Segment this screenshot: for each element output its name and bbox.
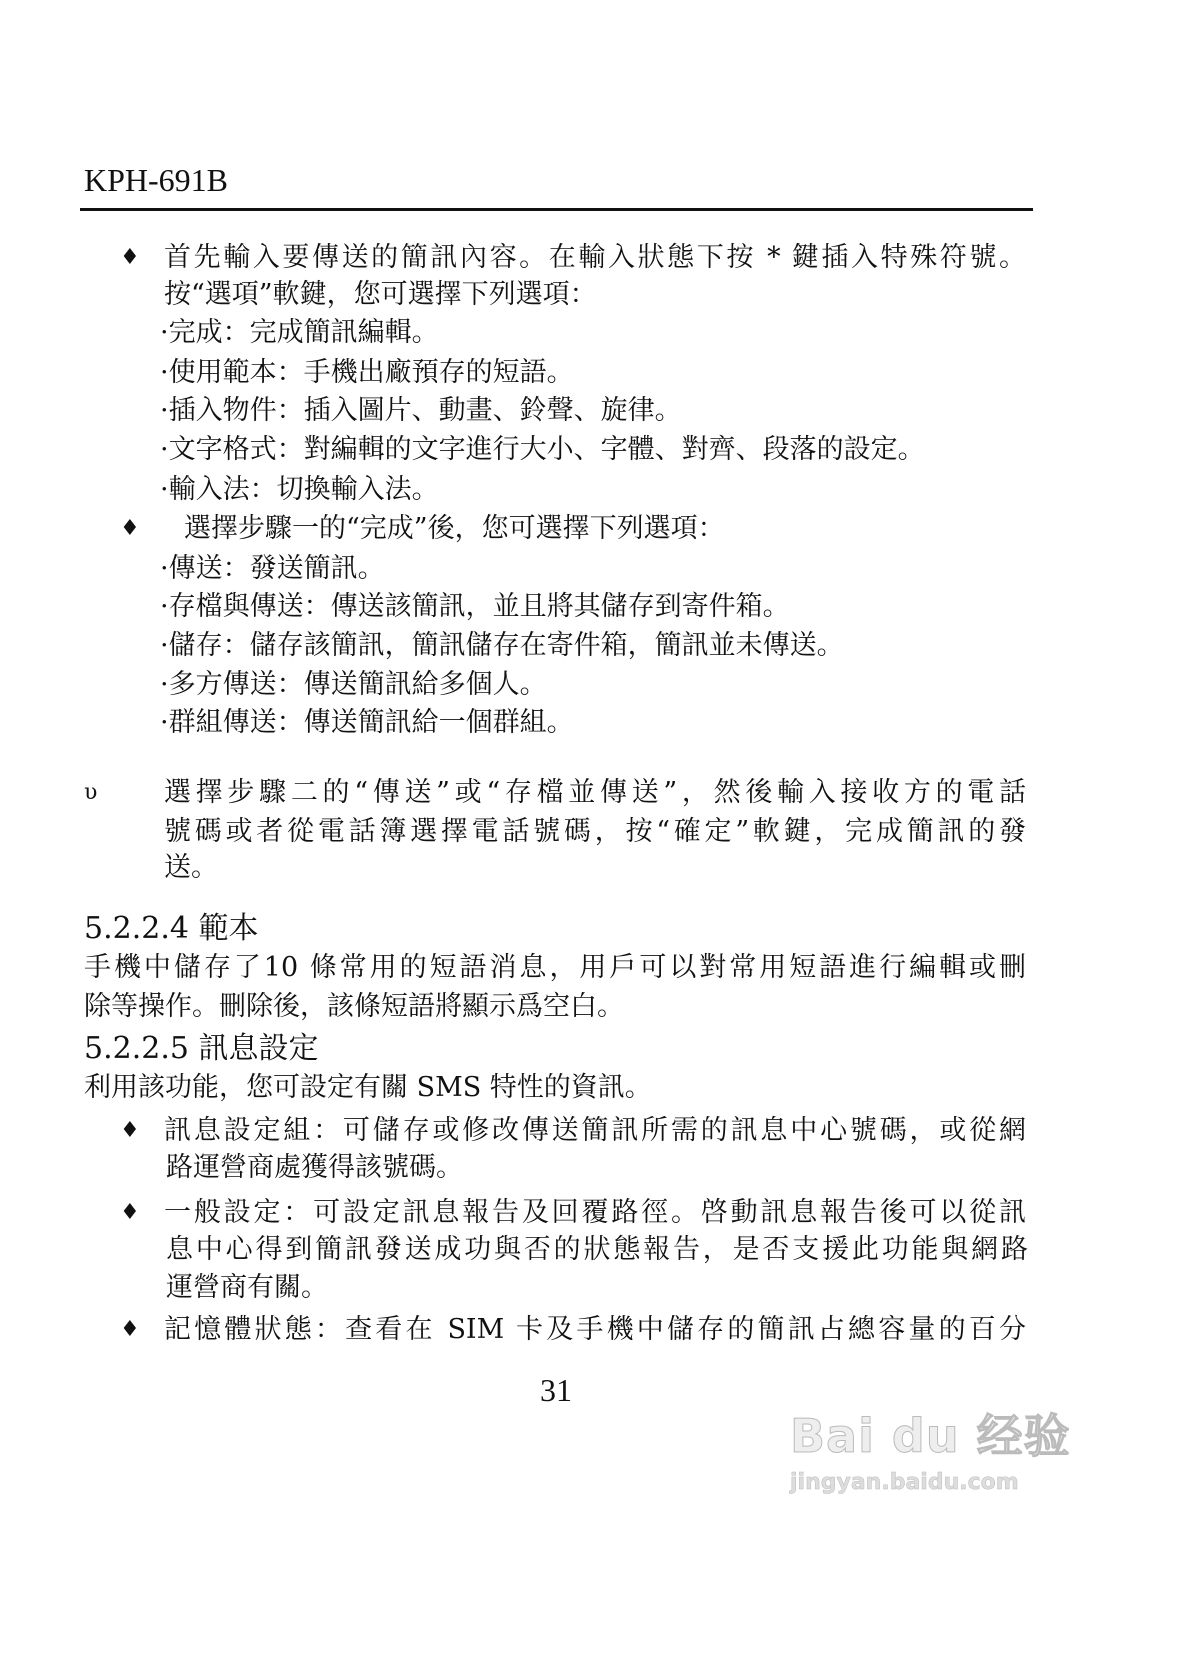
paragraph-line: 按“選項”軟鍵，您可選擇下列選項： (164, 279, 597, 310)
paragraph-line: 選擇步驟一的“完成”後，您可選擇下列選項： (184, 513, 725, 544)
paragraph-line: 路運營商處獲得該號碼。 (166, 1152, 463, 1183)
diamond-bullet-icon: ♦ (120, 1317, 140, 1342)
diamond-bullet-icon: ♦ (120, 1200, 140, 1225)
baidu-watermark (790, 1400, 1071, 1495)
upsilon-bullet-icon: υ (84, 780, 98, 805)
paragraph-line: 號碼或者從電話簿選擇電話號碼，按“確定”軟鍵，完成簡訊的發 (164, 816, 1026, 847)
diamond-bullet-icon: ♦ (120, 245, 140, 270)
diamond-bullet-icon: ♦ (120, 1118, 140, 1143)
paragraph-line: 利用該功能，您可設定有關 SMS 特性的資訊。 (84, 1072, 652, 1103)
document-header-title: KPH-691B (84, 162, 229, 198)
header-rule (80, 208, 1033, 211)
option-line: ·插入物件：插入圖片、動畫、鈴聲、旋律。 (160, 395, 682, 426)
paragraph-line: 送。 (164, 852, 218, 883)
diamond-bullet-icon: ♦ (120, 516, 140, 541)
paragraph-line: 一般設定：可設定訊息報告及回覆路徑。啓動訊息報告後可以從訊 (164, 1197, 1026, 1228)
watermark-url: jingyan.baidu.com (790, 1470, 1019, 1495)
paragraph-line: 除等操作。刪除後，該條短語將顯示爲空白。 (84, 991, 624, 1022)
option-line: ·文字格式：對編輯的文字進行大小、字體、對齊、段落的設定。 (160, 434, 925, 465)
paragraph-line: 選擇步驟二的“傳送”或“存檔並傳送”，然後輸入接收方的電話 (164, 777, 1026, 808)
option-line: ·存檔與傳送：傳送該簡訊，並且將其儲存到寄件箱。 (160, 591, 790, 622)
option-line: ·多方傳送：傳送簡訊給多個人。 (160, 669, 547, 700)
paragraph-line: 息中心得到簡訊發送成功與否的狀態報告，是否支援此功能與網路 (166, 1234, 1028, 1265)
option-line: ·群組傳送：傳送簡訊給一個群組。 (160, 707, 574, 738)
option-line: ·使用範本：手機出廠預存的短語。 (160, 357, 574, 388)
paragraph-line: 記憶體狀態：查看在 SIM 卡及手機中儲存的簡訊占總容量的百分 (164, 1314, 1026, 1345)
page-number: 31 (540, 1372, 572, 1408)
paragraph-line: 手機中儲存了10 條常用的短語消息，用戶可以對常用短語進行編輯或刪 (84, 952, 1026, 983)
option-line: ·儲存：儲存該簡訊，簡訊儲存在寄件箱，簡訊並未傳送。 (160, 630, 844, 661)
paragraph-line: 首先輸入要傳送的簡訊內容。在輸入狀態下按 * 鍵插入特殊符號。 (164, 242, 1026, 273)
paragraph-line: 訊息設定組：可儲存或修改傳送簡訊所需的訊息中心號碼，或從網 (164, 1115, 1026, 1146)
option-line: ·輸入法：切換輸入法。 (160, 474, 439, 505)
option-line: ·傳送：發送簡訊。 (160, 553, 385, 584)
section-heading: 5.2.2.4 範本 (84, 911, 259, 946)
section-heading: 5.2.2.5 訊息設定 (84, 1031, 319, 1066)
paragraph-line: 運營商有關。 (166, 1272, 328, 1303)
watermark-brand: Bai du 经验 (790, 1409, 1071, 1463)
option-line: ·完成：完成簡訊編輯。 (160, 317, 439, 348)
